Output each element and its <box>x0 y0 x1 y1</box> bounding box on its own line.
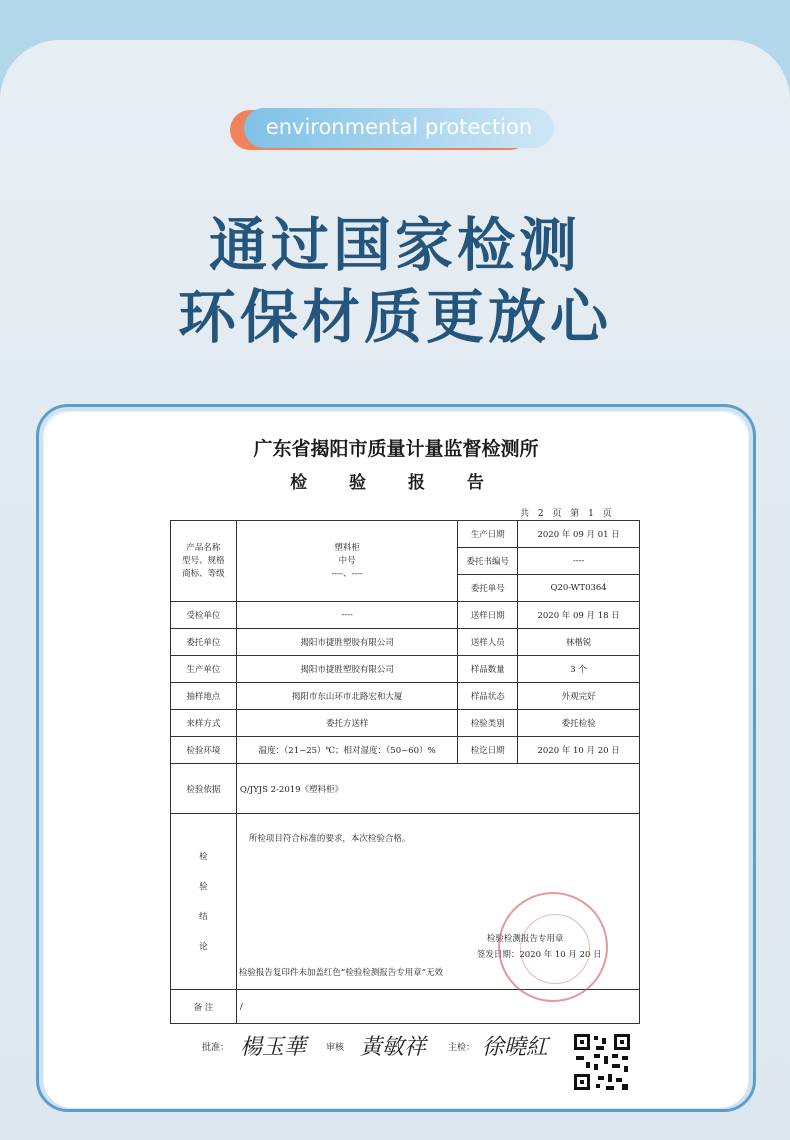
seal-ring <box>520 914 590 984</box>
remark-value: / <box>236 990 639 1024</box>
product-label-cell <box>171 521 237 602</box>
table-key: 检验类别 <box>458 710 518 737</box>
table-row <box>171 602 640 629</box>
table-key: 样品状态 <box>458 683 518 710</box>
table-key: 生产日期 <box>458 521 518 548</box>
page-number: 共 2 页 第 1 页 <box>520 509 615 519</box>
report-title: 检 验 报 告 <box>290 473 502 493</box>
table-key: 来样方式 <box>171 710 237 737</box>
official-seal <box>498 892 608 1002</box>
table-value: 外观完好 <box>518 683 640 710</box>
category-badge <box>230 108 554 150</box>
table-key: 委托单位 <box>171 629 237 656</box>
basis-value: Q/JYJS 2-2019《塑料柜》 <box>236 764 639 814</box>
table-key: 受检单位 <box>171 602 237 629</box>
badge-label: environmental protection <box>244 108 554 148</box>
table-key: 委托书编号 <box>458 548 518 575</box>
inspection-report <box>44 412 748 1108</box>
conclusion-text: 所检项目符合标准的要求，本次检验合格。 <box>248 834 411 844</box>
main-inspector-label: 主检： <box>448 1043 476 1053</box>
product-label-3: 商标、等级 <box>182 568 225 579</box>
issue-date: 签发日期：2020 年 10 月 20 日 <box>476 950 602 960</box>
conclusion-char: 检 <box>199 851 208 862</box>
headline-line-1: 通过国家检测 <box>208 211 581 279</box>
report-org: 广东省揭阳市质量计量监督检测所 <box>253 438 539 460</box>
conclusion-label <box>171 814 237 990</box>
seal-caption: 检验检测报告专用章 <box>486 934 564 944</box>
table-value: 3 个 <box>518 656 640 683</box>
table-value: 揭阳市捷胜塑胶有限公司 <box>236 656 458 683</box>
table-row <box>171 656 640 683</box>
table-row <box>171 629 640 656</box>
table-value: 2020 年 09 月 18 日 <box>518 602 640 629</box>
table-value: 委托方送样 <box>236 710 458 737</box>
conclusion-char: 结 <box>199 911 208 922</box>
table-row <box>171 710 640 737</box>
table-value: Q20-WT0364 <box>518 575 640 602</box>
product-value-1: 塑料柜 <box>334 542 360 553</box>
table-key: 抽样地点 <box>171 683 237 710</box>
table-key: 样品数量 <box>458 656 518 683</box>
table-row <box>171 764 640 814</box>
review-signature: 黃敏祥 <box>360 1035 427 1060</box>
table-value: 2020 年 10 月 20 日 <box>518 737 640 764</box>
product-label-2: 型号、规格 <box>182 555 225 566</box>
product-value-3: ----、---- <box>331 568 363 579</box>
table-value: 2020 年 09 月 01 日 <box>518 521 640 548</box>
basis-label: 检验依据 <box>171 764 237 814</box>
headline-line-2: 环保材质更放心 <box>177 283 612 351</box>
table-row <box>171 737 640 764</box>
table-value: ---- <box>518 548 640 575</box>
qr-code-icon <box>572 1032 632 1092</box>
table-key: 生产单位 <box>171 656 237 683</box>
table-key: 检验环境 <box>171 737 237 764</box>
review-label: 审核 <box>326 1043 345 1053</box>
approve-signature: 楊玉華 <box>240 1035 307 1060</box>
conclusion-char: 论 <box>199 941 208 952</box>
table-value: 温度：（21~25）℃；相对湿度：（50~60）% <box>236 737 458 764</box>
table-value: 林楷锐 <box>518 629 640 656</box>
table-row <box>171 683 640 710</box>
product-value-2: 中号 <box>338 555 356 566</box>
table-value: 委托检验 <box>518 710 640 737</box>
product-value-cell <box>236 521 458 602</box>
table-value: 揭阳市捷胜塑胶有限公司 <box>236 629 458 656</box>
remark-label: 备 注 <box>171 990 237 1024</box>
main-inspector-signature: 徐曉紅 <box>482 1035 549 1060</box>
table-key: 送样日期 <box>458 602 518 629</box>
copy-note: 检验报告复印件未加盖红色“检验检测报告专用章”无效 <box>238 968 444 978</box>
conclusion-char: 验 <box>199 881 208 892</box>
table-key: 送样人员 <box>458 629 518 656</box>
product-label-1: 产品名称 <box>186 542 221 553</box>
approve-label: 批准： <box>202 1043 230 1053</box>
table-key: 检讫日期 <box>458 737 518 764</box>
table-value: ---- <box>236 602 458 629</box>
table-value: 揭阳市东山环市北路宏和大厦 <box>236 683 458 710</box>
table-key: 委托单号 <box>458 575 518 602</box>
